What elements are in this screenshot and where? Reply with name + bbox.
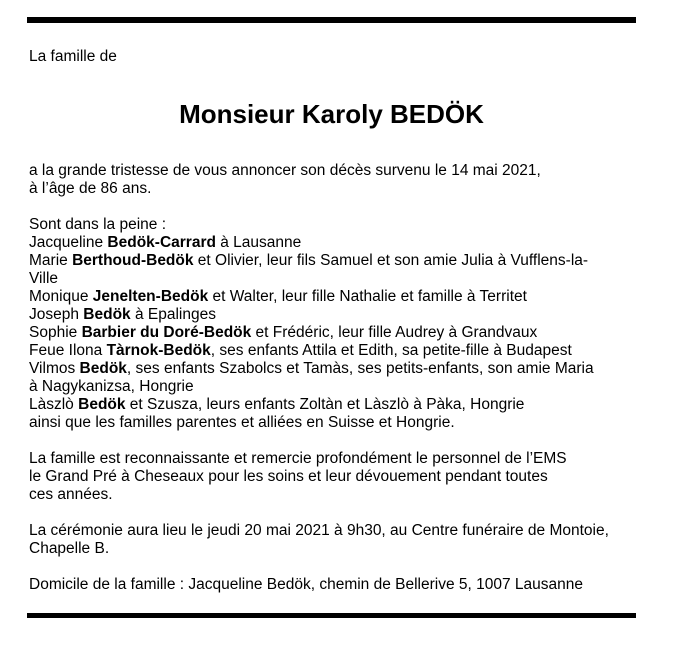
text-segment: à Lausanne	[215, 234, 302, 251]
text-segment: à Epalinges	[130, 306, 216, 323]
text-segment: a la grande tristesse de vous annoncer son décès survenu le 14 mai 2021,	[29, 162, 541, 179]
text-line	[29, 540, 609, 558]
paragraph-announcement	[29, 162, 609, 198]
paragraph-thanks	[29, 450, 609, 504]
bottom-rule	[27, 613, 636, 618]
text-segment: Joseph	[29, 306, 84, 323]
text-segment: et Olivier, leur fils Samuel et son amie Julia à Vufflens-la-	[193, 252, 589, 269]
text-segment: Marie	[29, 252, 73, 269]
paragraph-ceremony	[29, 522, 609, 558]
text-segment: et Walter, leur fille Nathalie et famille à Territet	[208, 288, 527, 305]
text-line	[29, 522, 609, 540]
text-line	[29, 378, 609, 396]
text-line	[29, 288, 609, 306]
text-segment: Làszlò	[29, 396, 79, 413]
text-line	[29, 342, 609, 360]
text-line	[29, 450, 609, 468]
family-name-bold: Bedök-Carrard	[107, 234, 216, 251]
text-segment: Sont dans la peine :	[29, 216, 167, 233]
text-segment: Sophie	[29, 324, 82, 341]
intro-text: La famille de	[29, 48, 117, 65]
top-rule	[27, 17, 636, 23]
text-segment: Vilmos	[29, 360, 80, 377]
text-line	[29, 234, 609, 252]
text-line	[29, 306, 609, 324]
text-line	[29, 414, 609, 432]
text-segment: et Szusza, leurs enfants Zoltàn et Làszlò à Pàka, Hongrie	[125, 396, 525, 413]
text-segment: La famille est reconnaissante et remercie profondément le personnel de l’EMS	[29, 450, 567, 467]
family-name-bold: Tàrnok-Bedök	[106, 342, 211, 359]
family-name-bold: Jenelten-Bedök	[92, 288, 209, 305]
notice-body	[29, 162, 609, 594]
paragraph-family-address	[29, 576, 609, 594]
text-line	[29, 270, 609, 288]
text-line	[29, 216, 609, 234]
text-segment: Domicile de la famille : Jacqueline Bedök, chemin de Bellerive 5, 1007 Lausanne	[29, 576, 584, 593]
family-name-bold: Bedök	[78, 396, 126, 413]
text-segment: à l’âge de 86 ans.	[29, 180, 152, 197]
family-name-bold: Bedök	[83, 306, 131, 323]
family-name-bold: Barbier du Doré-Bedök	[81, 324, 252, 341]
text-segment: le Grand Pré à Cheseaux pour les soins et leur dévouement pendant toutes	[29, 468, 548, 485]
text-segment: Jacqueline	[29, 234, 108, 251]
text-line	[29, 486, 609, 504]
text-line	[29, 576, 609, 594]
text-segment: Feue Ilona	[29, 342, 107, 359]
text-line	[29, 360, 609, 378]
text-segment: et Frédéric, leur fille Audrey à Grandvaux	[251, 324, 538, 341]
family-name-bold: Berthoud-Bedök	[72, 252, 194, 269]
text-segment: Ville	[29, 270, 59, 287]
text-segment: ainsi que les familles parentes et alliées en Suisse et Hongrie.	[29, 414, 455, 431]
text-segment: , ses enfants Szabolcs et Tamàs, ses petits-enfants, son amie Maria	[126, 360, 594, 377]
text-segment: Monique	[29, 288, 93, 305]
text-line	[29, 396, 609, 414]
text-segment: à Nagykanizsa, Hongrie	[29, 378, 194, 395]
text-line	[29, 162, 609, 180]
text-segment: La cérémonie aura lieu le jeudi 20 mai 2021 à 9h30, au Centre funéraire de Montoie,	[29, 522, 609, 539]
text-line	[29, 180, 609, 198]
deceased-name: Monsieur Karoly BEDÖK	[179, 99, 484, 129]
text-line	[29, 324, 609, 342]
family-name-bold: Bedök	[79, 360, 127, 377]
text-line	[29, 468, 609, 486]
text-segment: , ses enfants Attila et Edith, sa petite-fille à Budapest	[210, 342, 572, 359]
text-segment: ces années.	[29, 486, 113, 503]
paragraph-mourners	[29, 216, 609, 432]
text-segment: Chapelle B.	[29, 540, 110, 557]
text-line	[29, 252, 609, 270]
